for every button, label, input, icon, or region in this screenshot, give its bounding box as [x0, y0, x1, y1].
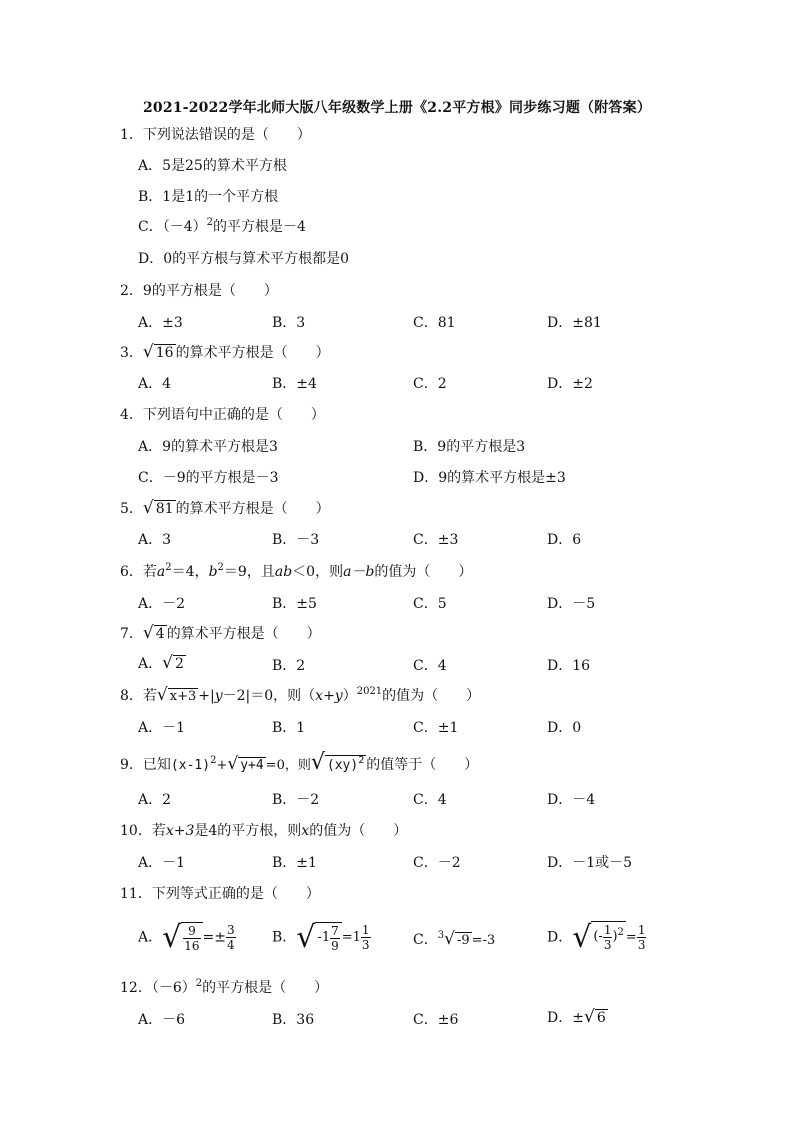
q3-option-a: A．4	[138, 376, 172, 392]
q7-option-b: B．2	[272, 658, 306, 674]
q11-option-d: D．√ (- $\frac{1}{3}$ )$^2$ = $\frac{1}{3}$	[547, 920, 646, 955]
q2-option-c: C．81	[413, 315, 456, 331]
page-title: 2021-2022学年北师大版八年级数学上册《2.2平方根》同步练习题（附答案）	[142, 100, 652, 116]
question-11-stem: 11．下列等式正确的是（ ）	[120, 886, 320, 902]
q1-option-c: C．$(-4)^2$的平方根是－4	[138, 217, 306, 235]
q1-option-d: D．0的平方根与算术平方根都是0	[138, 251, 350, 267]
q4-option-a: A．9的算术平方根是3	[138, 439, 278, 455]
q7-option-d: D．16	[547, 658, 591, 674]
q10-option-b: B．±1	[272, 855, 317, 871]
q11-option-c: C．$^3$√ -9 =-3	[413, 929, 496, 949]
q4-option-c: C．－9的平方根是－3	[138, 470, 279, 486]
q10-option-c: C．－2	[413, 855, 461, 871]
q1-option-a: A．5是25的算术平方根	[138, 158, 287, 174]
q8-option-c: C．±1	[413, 720, 459, 736]
q5-option-a: A．3	[138, 532, 172, 548]
q5-option-b: B．－3	[272, 532, 320, 548]
q2-option-b: B．3	[272, 315, 306, 331]
question-1-stem: 1．下列说法错误的是（ ）	[120, 127, 311, 143]
q10-option-a: A．－1	[138, 855, 186, 871]
q9-option-d: D．－4	[547, 792, 596, 808]
q5-option-c: C．±3	[413, 532, 459, 548]
q10-option-d: D．－1或－5	[547, 855, 633, 871]
q9-option-c: C．4	[413, 792, 447, 808]
question-5-stem: 5．√ 81 的算术平方根是（ ）	[120, 498, 330, 518]
question-7-stem: 7．√ 4 的算术平方根是（ ）	[120, 623, 321, 643]
q11-option-a: A．√ $\frac{9}{16}$ =± $\frac{3}{4}$	[138, 920, 235, 955]
q8-option-b: B．1	[272, 720, 306, 736]
question-3-stem: 3．√ 16 的算术平方根是（ ）	[120, 342, 330, 362]
q4-option-d: D．9的算术平方根是±3	[413, 470, 566, 486]
question-4-stem: 4．下列语句中正确的是（ ）	[120, 407, 325, 423]
q6-option-c: C．5	[413, 596, 447, 612]
question-8-stem: 8．若√ x+3 +|y－2|＝0，则$(x+y)^{2021}$的值为（ ）	[120, 685, 481, 705]
q7-option-a: A．√ 2	[138, 653, 184, 673]
q12-option-c: C．±6	[413, 1012, 459, 1028]
q2-option-d: D．±81	[547, 315, 602, 331]
q6-option-d: D．－5	[547, 596, 596, 612]
q12-option-d: D．±√ 6	[547, 1007, 606, 1027]
q5-option-d: D．6	[547, 532, 582, 548]
question-12-stem: 12．$(-6)^2$的平方根是（ ）	[120, 978, 329, 996]
q9-option-b: B．－2	[272, 792, 320, 808]
q4-option-b: B．9的平方根是3	[413, 439, 526, 455]
question-6-stem: 6．若$a^2=4$，$b^2=9$，且ab＜0，则a－b的值为（ ）	[120, 562, 473, 580]
q1-option-b: B．1是1的一个平方根	[138, 189, 279, 205]
q8-option-d: D．0	[547, 720, 582, 736]
q7-option-c: C．4	[413, 658, 447, 674]
q11-option-b: B．√ -1 $\frac{7}{9}$ =1 $\frac{1}{3}$	[272, 920, 370, 955]
q12-option-a: A．－6	[138, 1012, 186, 1028]
q6-option-b: B．±5	[272, 596, 317, 612]
q3-option-b: B．±4	[272, 376, 317, 392]
q3-option-d: D．±2	[547, 376, 593, 392]
question-9-stem: 9．已知$(x-1)^2+√$ y+4 =0，则√ (xy)$^2$ 的值等于（ ）	[120, 750, 479, 775]
q2-option-a: A．±3	[138, 315, 183, 331]
q12-option-b: B．36	[272, 1012, 315, 1028]
q6-option-a: A．－2	[138, 596, 186, 612]
question-2-stem: 2．9的平方根是（ ）	[120, 283, 278, 299]
q8-option-a: A．－1	[138, 720, 186, 736]
question-10-stem: 10．若x+3是4的平方根，则x的值为（ ）	[120, 823, 408, 839]
q3-option-c: C．2	[413, 376, 447, 392]
q9-option-a: A．2	[138, 792, 172, 808]
